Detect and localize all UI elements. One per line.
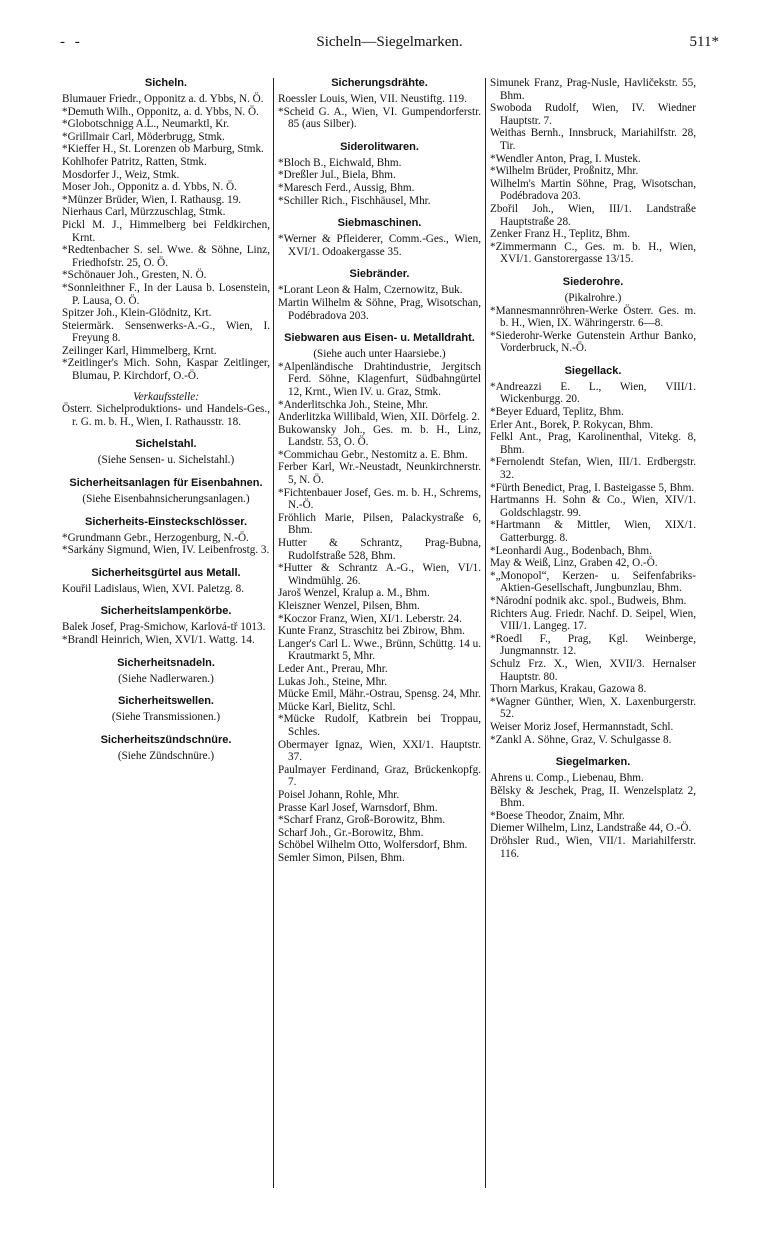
directory-entry: *Zimmermann C., Ges. m. b. H., Wien, XVI/1. Ganstorergasse 13/15.	[490, 240, 696, 266]
directory-entry: *Fernolendt Stefan, Wien, III/1. Erdbergstr. 32.	[490, 456, 696, 482]
section-heading: Sicherheits-Einsteckschlösser.	[84, 515, 248, 528]
directory-entry: Nierhaus Carl, Mürzzuschlag, Stmk.	[62, 206, 226, 219]
section-heading: Sicherheitsgürtel aus Metall.	[91, 566, 241, 579]
directory-entry: *Mücke Rudolf, Katbrein bei Troppau, Schles.	[278, 713, 481, 738]
directory-entry: Mosdorfer J., Weiz, Stmk.	[62, 168, 180, 181]
directory-entry: *Hartmann & Mittler, Wien, XIX/1. Gatterburgg. 8.	[490, 519, 696, 544]
directory-entry: *Anderlitschka Joh., Steine, Mhr.	[278, 398, 429, 411]
directory-entry: *„Monopol“, Kerzen- u. Seifenfabriks-Aktien-Gesellschaft, Jungbunzlau, Bhm.	[490, 569, 696, 595]
directory-entry: *Fichtenbauer Josef, Ges. m. b. H., Schrems, N.-Ö.	[278, 486, 481, 512]
directory-entry: *Hutter & Schrantz A.-G., Wien, VI/1. Windmühlg. 26.	[278, 562, 481, 587]
directory-entry: Österr. Sichelproduktions- und Handels-Ges., r. G. m. b. H., Wien, I. Rathausstr. 18.	[62, 403, 270, 428]
directory-entry: Ahrens u. Comp., Liebenau, Bhm.	[490, 772, 644, 785]
directory-entry: Swoboda Rudolf, Wien, IV. Wiedner Hauptstr. 7.	[490, 102, 696, 127]
directory-entry: *Andreazzi E. L., Wien, VIII/1. Wickenburgg. 20.	[490, 380, 696, 406]
section-note: (Siehe auch unter Haarsiebe.)	[313, 348, 446, 361]
column-3	[490, 77, 696, 1205]
directory-entry: *Commichau Gebr., Nestomitz a. E. Bhm.	[278, 448, 468, 461]
directory-entry: Hartmanns H. Sohn & Co., Wien, XIV/1. Goldschlagstr. 99.	[490, 494, 696, 519]
directory-entry: Felkl Ant., Prag, Karolinenthal, Vitekg. 8, Bhm.	[490, 431, 696, 456]
directory-entry: Langer's Carl L. Wwe., Brünn, Schüttg. 14 u. Krautmarkt 5, Mhr.	[278, 637, 481, 663]
directory-entry: *Demuth Wilh., Opponitz, a. d. Ybbs, N. Ö.	[62, 105, 259, 118]
section-note: (Pikalrohre.)	[564, 291, 622, 304]
section-note: (Siehe Nadlerwaren.)	[118, 672, 214, 685]
directory-entry: Blumauer Friedr., Opponitz a. d. Ybbs, N. Ö.	[62, 93, 264, 105]
directory-entry: Poisel Johann, Rohle, Mhr.	[278, 788, 400, 801]
directory-entry: *Siederohr-Werke Gutenstein Arthur Banko, Vorderbruck, N.-Ö.	[490, 329, 696, 355]
directory-entry: *Fürth Benedict, Prag, I. Basteigasse 5, Bhm.	[490, 481, 695, 494]
directory-entry: *Alpenländische Drahtindustrie, Jergitsch Ferd. Söhne, Klagenfurt, Südbahngürtel 12, Krnt., Wien IV. u. Graz, Stmk.	[278, 360, 481, 398]
directory-entry: *Redtenbacher S. sel. Wwe. & Söhne, Linz, Friedhofstr. 25, O. Ö.	[62, 244, 270, 269]
directory-entry: Balek Josef, Prag-Smichow, Karlová-tř 1013.	[62, 621, 266, 634]
section-note: (Siehe Zündschnüre.)	[117, 749, 215, 762]
directory-entry: Mücke Karl, Bielitz, Schl.	[278, 700, 396, 713]
section-heading: Sicherheitswellen.	[118, 695, 214, 708]
directory-entry: Zbořil Joh., Wien, III/1. Landstraße Hauptstraße 28.	[490, 202, 696, 228]
section-heading: Siederohre.	[562, 275, 624, 288]
section-heading: Siebwaren aus Eisen- u. Metalldraht.	[284, 332, 475, 345]
directory-entry: Hutter & Schrantz, Prag-Bubna, Rudolfstraße 528, Bhm.	[278, 537, 481, 562]
section-heading: Sicherheitslampenkörbe.	[100, 605, 232, 618]
column-2	[278, 77, 481, 1205]
directory-entry: *Scharf Franz, Groß-Borowitz, Bhm.	[278, 814, 446, 827]
directory-entry: Mücke Emil, Mähr.-Ostrau, Spensg. 24, Mhr.	[278, 688, 481, 701]
directory-entry: Bělsky & Jeschek, Prag, II. Wenzelsplatz 2, Bhm.	[490, 784, 696, 810]
directory-entry: *Grundmann Gebr., Herzogenburg, N.-Ö.	[62, 531, 249, 544]
page-title: Sicheln—Siegelmarken.	[316, 34, 463, 50]
directory-entry: *Maresch Ferd., Aussig, Bhm.	[278, 181, 415, 194]
directory-entry: Kouřil Ladislaus, Wien, XVI. Paletzg. 8.	[62, 582, 245, 595]
directory-entry: *Mannesmannröhren-Werke Österr. Ges. m. b. H., Wien, IX. Währingerstr. 6—8.	[490, 304, 696, 330]
directory-entry: *Národní podnik akc. spol., Budweis, Bhm.	[490, 594, 687, 607]
directory-entry: Diemer Wilhelm, Linz, Landstraße 44, O.-Ö.	[490, 822, 692, 835]
column-divider-1	[273, 78, 274, 1188]
page-header	[60, 34, 719, 58]
section-heading: Siegelmarken.	[555, 756, 631, 769]
directory-entry: *Sonnleithner F., In der Lausa b. Losenstein, P. Lausa, O. Ö.	[62, 281, 270, 307]
directory-entry: *Roedl F., Prag, Kgl. Weinberge, Jungmannstr. 12.	[490, 632, 696, 658]
sales-office-subheading: Verkaufsstelle:	[133, 390, 199, 403]
directory-entry: *Globotschnigg A.L., Neumarktl, Kr.	[62, 118, 230, 131]
directory-entry: *Schönauer Joh., Gresten, N. Ö.	[62, 269, 207, 282]
directory-entry: *Scheid G. A., Wien, VI. Gumpendorferstr. 85 (aus Silber).	[278, 105, 481, 131]
directory-entry: Fröhlich Marie, Pilsen, Palackystraße 6, Bhm.	[278, 511, 481, 537]
directory-entry: *Sarkány Sigmund, Wien, IV. Leibenfrostg. 3.	[62, 544, 270, 557]
directory-entry: Leder Ant., Prerau, Mhr.	[278, 662, 388, 675]
directory-entry: Pickl M. J., Himmelberg bei Feldkirchen, Krnt.	[62, 218, 270, 244]
section-heading: Sichelstahl.	[135, 438, 197, 451]
section-heading: Sicherungsdrähte.	[331, 77, 428, 89]
directory-entry: Kunte Franz, Straschitz bei Zbirow, Bhm.	[278, 625, 465, 638]
section-heading: Siebränder.	[349, 268, 410, 281]
section-note: (Siehe Sensen- u. Sichelstahl.)	[97, 454, 235, 467]
directory-entry: Weithas Bernh., Innsbruck, Mariahilfstr. 28, Tir.	[490, 127, 696, 152]
directory-entry: *Beyer Eduard, Teplitz, Bhm.	[490, 406, 624, 419]
section-heading: Siegellack.	[564, 364, 622, 377]
directory-entry: Schöbel Wilhelm Otto, Wolfersdorf, Bhm.	[278, 839, 468, 852]
section-note: (Siehe Eisenbahnsicherungsanlagen.)	[82, 493, 250, 506]
page-number: 511*	[689, 34, 719, 50]
directory-entry: Zeilinger Karl, Himmelberg, Krnt.	[62, 344, 217, 357]
section-heading: Siderolitwaren.	[340, 140, 419, 153]
directory-entry: *Grillmair Carl, Möderbrugg, Stmk.	[62, 130, 225, 143]
directory-entry: Semler Simon, Pilsen, Bhm.	[278, 851, 405, 864]
header-dash: - -	[60, 34, 83, 50]
directory-entry: *Boese Theodor, Znaim, Mhr.	[490, 809, 625, 822]
section-heading: Sicheln.	[144, 77, 188, 89]
directory-entry: *Koczor Franz, Wien, XI/1. Leberstr. 24.	[278, 612, 462, 625]
directory-entry: Dröhsler Rud., Wien, VII/1. Mariahilferstr. 116.	[490, 835, 696, 860]
section-note: (Siehe Transmissionen.)	[111, 711, 221, 724]
directory-entry: Erler Ant., Borek, P. Rokycan, Bhm.	[490, 418, 654, 431]
directory-entry: Moser Joh., Opponitz a. d. Ybbs, N. Ö.	[62, 181, 237, 194]
directory-entry: Scharf Joh., Gr.-Borowitz, Bhm.	[278, 826, 424, 839]
directory-entry: *Münzer Brüder, Wien, I. Rathausg. 19.	[62, 193, 242, 206]
directory-entry: Kleiszner Wenzel, Pilsen, Bhm.	[278, 600, 420, 612]
directory-entry: *Schiller Rich., Fischhäusel, Mhr.	[278, 194, 431, 207]
directory-entry: *Lorant Leon & Halm, Czernowitz, Buk.	[278, 284, 463, 297]
directory-entry: *Wagner Günther, Wien, X. Laxenburgerstr. 52.	[490, 695, 696, 721]
directory-entry: Wilhelm's Martin Söhne, Prag, Wisotschan, Podébradova 203.	[490, 177, 696, 203]
directory-entry: Bukowansky Joh., Ges. m. b. H., Linz, Landstr. 53, O. Ö.	[278, 423, 481, 449]
directory-entry: *Bloch B., Eichwald, Bhm.	[278, 156, 402, 169]
directory-entry: *Wendler Anton, Prag, I. Mustek.	[490, 152, 641, 165]
directory-entry: *Zeitlinger's Mich. Sohn, Kaspar Zeitlinger, Blumau, P. Kirchdorf, O.-Ö.	[62, 357, 270, 383]
directory-entry: May & Weiß, Linz, Graben 42, O.-Ö.	[490, 557, 658, 570]
directory-entry: Schulz Frz. X., Wien, XVII/3. Hernalser Hauptstr. 80.	[490, 657, 696, 683]
directory-entry: Lukas Joh., Steine, Mhr.	[278, 675, 388, 688]
directory-entry: *Kieffer H., St. Lorenzen ob Marburg, Stmk.	[62, 143, 264, 156]
directory-entry: *Dreßler Jul., Biela, Bhm.	[278, 169, 396, 182]
directory-entry: Kohlhofer Patritz, Ratten, Stmk.	[62, 155, 207, 168]
directory-entry: Anderlitzka Willibald, Wien, XII. Dörfelg. 2.	[278, 411, 480, 424]
section-heading: Sicherheitsanlagen für Eisenbahnen.	[69, 477, 263, 490]
directory-entry: *Werner & Pfleiderer, Comm.-Ges., Wien, XVI/1. Odoakergasse 35.	[278, 233, 481, 258]
column-divider-2	[485, 78, 486, 1188]
directory-entry: Thorn Markus, Krakau, Gazowa 8.	[490, 683, 647, 696]
section-heading: Sicherheitszündschnüre.	[100, 733, 232, 746]
section-heading: Siebmaschinen.	[337, 217, 422, 230]
directory-entry: Ferber Karl, Wr.-Neustadt, Neunkirchnerstr. 5, N. Ö.	[278, 461, 481, 487]
directory-entry: Martin Wilhelm & Söhne, Prag, Wisotschan, Podébradova 203.	[278, 296, 481, 322]
column-1	[62, 77, 270, 1205]
directory-entry: *Zankl A. Söhne, Graz, V. Schulgasse 8.	[490, 733, 672, 746]
directory-entry: Weiser Moriz Josef, Hermannstadt, Schl.	[490, 720, 674, 733]
directory-entry: *Leonhardi Aug., Bodenbach, Bhm.	[490, 544, 652, 557]
directory-entry: *Wilhelm Brüder, Proßnitz, Mhr.	[490, 165, 639, 178]
directory-entry: Richters Aug. Friedr. Nachf. D. Seipel, Wien, VIII/1. Langeg. 17.	[490, 607, 696, 633]
directory-entry: Paulmayer Ferdinand, Graz, Brückenkopfg. 7.	[278, 763, 481, 789]
directory-entry: Spitzer Joh., Klein-Glödnitz, Krt.	[62, 307, 212, 320]
directory-entry: Zenker Franz H., Teplitz, Bhm.	[490, 228, 631, 241]
section-heading: Sicherheitsnadeln.	[117, 656, 215, 669]
directory-entry: Obermayer Ignaz, Wien, XXI/1. Hauptstr. 37.	[278, 738, 481, 764]
directory-entry: *Brandl Heinrich, Wien, XVI/1. Wattg. 14.	[62, 634, 255, 646]
directory-entry: Steiermärk. Sensenwerks-A.-G., Wien, I. Freyung 8.	[62, 319, 270, 345]
directory-entry: Prasse Karl Josef, Warnsdorf, Bhm.	[278, 801, 438, 814]
directory-entry: Roessler Louis, Wien, VII. Neustiftg. 119.	[278, 93, 467, 105]
directory-entry: Simunek Franz, Prag-Nusle, Havličekstr. 55, Bhm.	[490, 77, 696, 102]
directory-entry: Jaroš Wenzel, Kralup a. M., Bhm.	[278, 587, 430, 600]
